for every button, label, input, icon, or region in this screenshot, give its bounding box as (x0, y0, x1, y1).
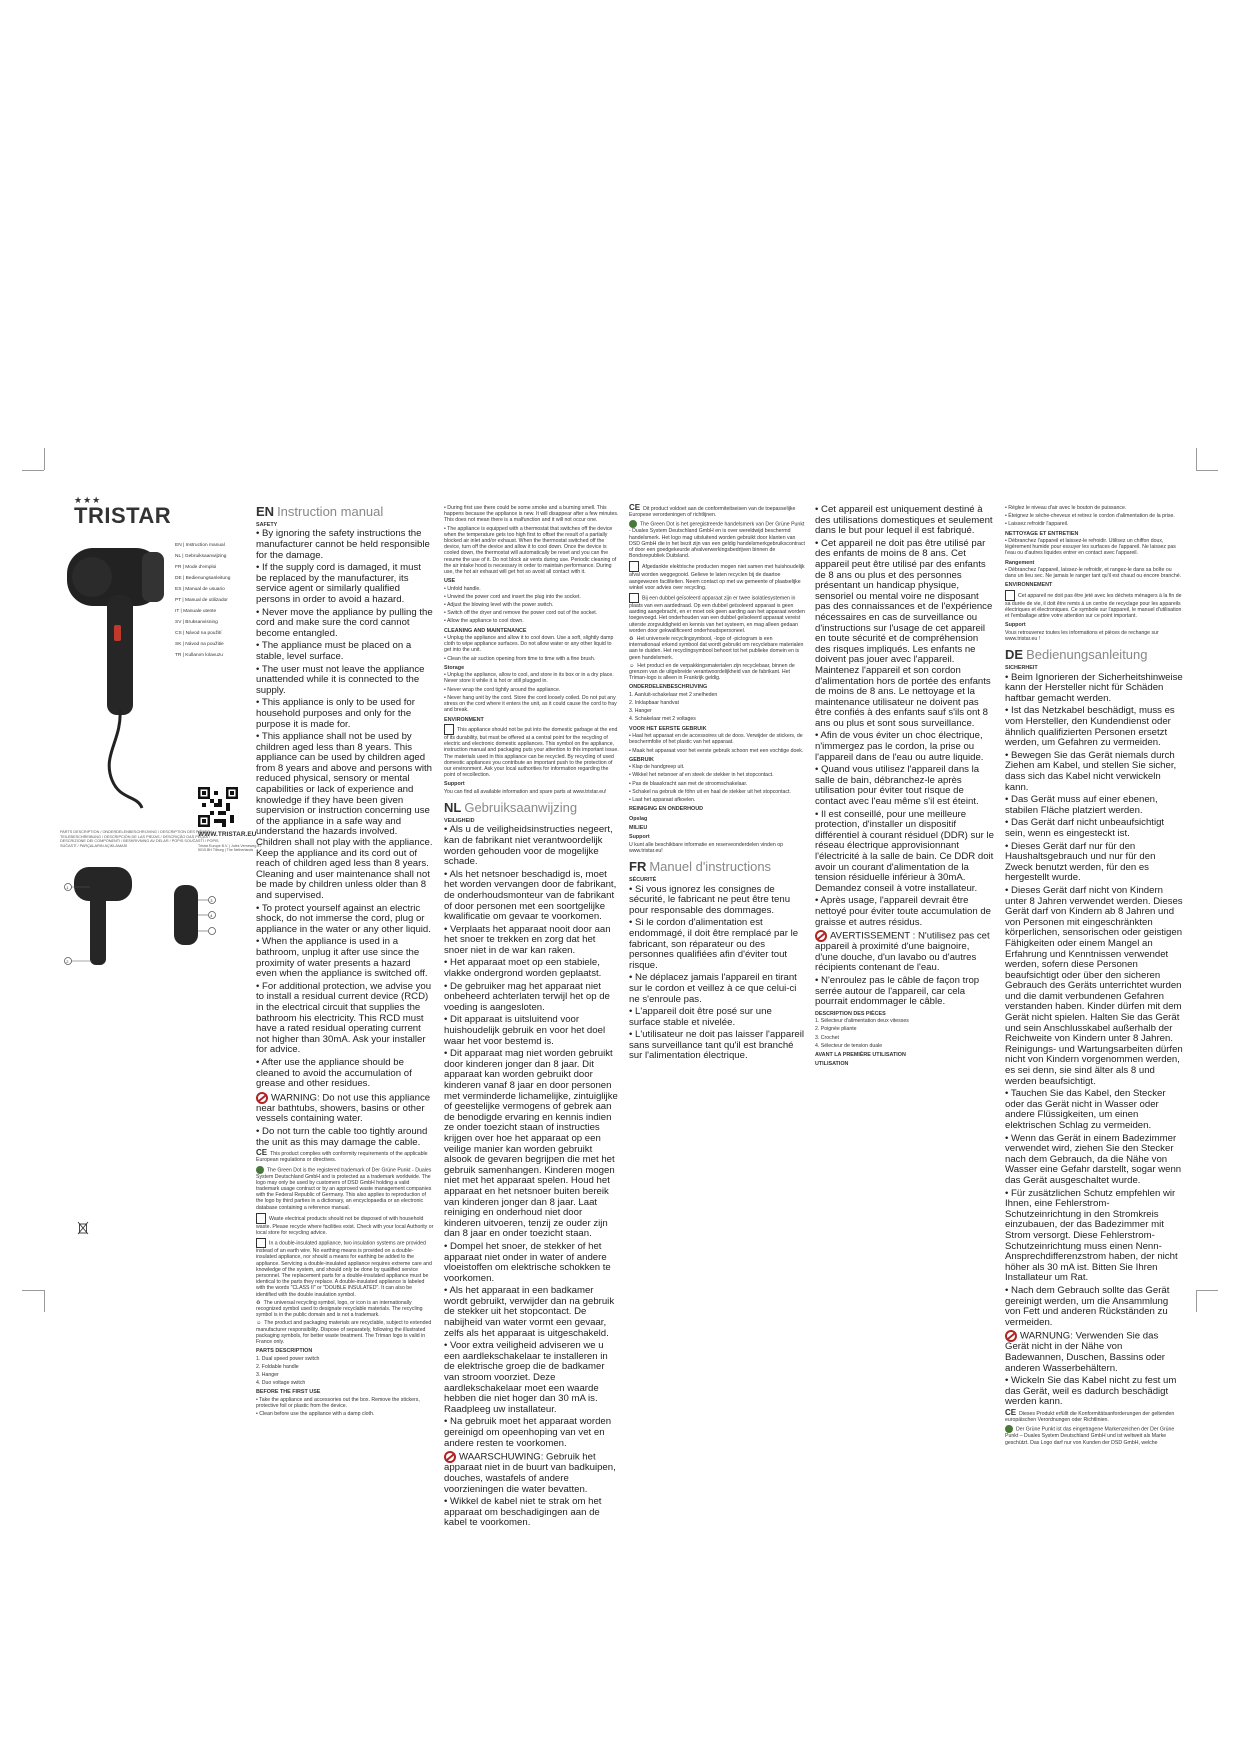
nl-safety-item: • Het apparaat moet op een stabiele, vlakke ondergrond worden geplaatst. (444, 957, 602, 980)
ce-mark-icon: CE (256, 1148, 268, 1158)
en-triman-note (256, 1320, 434, 1345)
fr-part-item: 1. Sélecteur d'alimentation deux vitesses (815, 1018, 909, 1025)
nl-support-text: U kunt alle beschikbare informatie en reserveonderdelen vinden op www.tristar.eu! (629, 841, 783, 854)
ce-mark-icon: CE (1005, 1407, 1017, 1417)
de-safety-item: • Ist das Netzkabel beschädigt, muss es vom Hersteller, den Kundendienst oder ähnlich qualifizierten Personen ersetzt werden, um Gefahren zu vermeiden. (1005, 705, 1175, 749)
nl-warning (444, 1451, 619, 1495)
nl-triman-text: Het product en de verpakkingsmaterialen zijn recyclebaar, binnen de grenzen van de uitgebreide verantwoordelijkheid van de fabrikant. Het Triman-logo is alleen in Frankrijk geldig. (629, 662, 795, 682)
manual-sheet (60, 495, 1185, 1529)
fr-support-text: Vous retrouverez toutes les informations et pièces de rechange sur www.tristar.eu ! (1005, 629, 1159, 643)
nl-weee-text: Afgedankte elektrische producten mogen niet samen met huishoudelijk afval worden weggegooid. Gelieve te laten recyclen bij de daartoe aangewezen faciliteiten. Neem contact op met uw gemeente of plaatselijke winkel voor advies over recycling. (629, 564, 805, 591)
fr-warning-text: AVERTISSEMENT : N'utilisez pas cet appareil à proximité d'une baignoire, d'une douche, d'un lavabo ou d'autres récipients contenant de l'eau. (815, 930, 990, 974)
de-safety-heading: SICHERHEIT (1005, 665, 1038, 672)
de-safety-item: • Bewegen Sie das Gerät niemals durch Ziehen am Kabel, und stellen Sie sicher, dass sich das Kabel nicht verwickeln kann. (1005, 749, 1177, 793)
no-water-warning-icon (256, 1092, 268, 1104)
en-use-item: • Allow the appliance to cool down. (444, 618, 524, 625)
nl-use-heading: GEBRUIK (629, 756, 654, 763)
en-environment-heading: ENVIRONMENT (444, 716, 484, 723)
crop-mark-bl-v (44, 1290, 45, 1312)
nl-ce-text: Dit product voldoet aan de conformiteitseisen van de toepasselijke Europese verordeningen of richtlijnen. (629, 506, 796, 519)
fr-section-code: FR (629, 859, 647, 875)
crop-mark-tl-v (44, 448, 45, 470)
de-safety-item: • Dieses Gerät darf nur für den Haushaltsgebrauch und nur für den Zweck benutzt werden, für den es hergestellt wurde. (1005, 840, 1156, 884)
de-greendot-text: Der Grüne Punkt ist das eingetragene Markenzeichen der Der Grüne Punkt – Duales System Deutschland GmbH und ist weltweit als Marke geschützt. Das Logo darf nur von Kunden der DSD GmbH, welche (1005, 1426, 1175, 1446)
en-safety-heading: SAFETY (256, 522, 278, 528)
en-part-item: 2. Foldable handle (256, 1363, 299, 1370)
nl-weee-note (629, 561, 805, 591)
weee-icon (1005, 590, 1015, 601)
fr-cleaning-text: • Débranchez l'appareil et laissez-le refroidir. Utilisez un chiffon doux, légèrement humide pour essuyer les surfaces de l'appareil. Ne laissez pas l'eau ou d'autres liquides entrer en contact avec l'appareil. (1005, 538, 1176, 557)
language-item: CS | Návod na použití (175, 631, 222, 636)
en-ce-note (256, 1150, 434, 1163)
fr-cleaning-heading: NETTOYAGE ET ENTRETIEN (1005, 530, 1079, 537)
language-item: SK | Návod na použitie (175, 642, 224, 647)
nl-ce-note (629, 505, 805, 518)
brand-logo: TRISTAR (74, 503, 172, 528)
en-safety-list (256, 529, 434, 1148)
en-safety-item: • To protect yourself against an electric shock, do not immerse the cord, plug or appliance in the water or any other liquid. (256, 902, 431, 935)
de-ce-text: Dieses Produkt erfüllt die Konformitätsanforderungen der geltenden europäischen Verordnungen oder Richtlinien. (1005, 1410, 1175, 1424)
fr-use-item: • Éteignez le sèche-cheveux et retirez le cordon d'alimentation de la prise. (1005, 513, 1175, 520)
en-recycle-text: The universal recycling symbol, logo, or icon is an internationally recognized symbol used to designate recyclable materials. The recycling symbol is in the public domain and is not a trademark. (256, 1299, 423, 1319)
fr-safety-list-cont (815, 505, 995, 1008)
de-safety-item: • Das Gerät darf nicht unbeaufsichtigt sein, wenn es eingesteckt ist. (1005, 817, 1165, 839)
nl-class2-text: Bij een dubbel geïsoleerd apparaat zijn er twee isolatiesystemen in plaats van een aardedraad. Op een dubbel geïsoleerd apparaat is geen aarding aangebracht, en er moet ook geen aarding aan het apparaat worden toegevoegd. Het onderhouden van een dubbel geïsoleerd apparaat vereist uiterste zorgvuldigheid en kennis van het systeem, en mag alleen gedaan worden door gekwalificeerd onderhoudspersoneel. (629, 595, 805, 634)
en-recycle-note (256, 1300, 434, 1319)
nl-recycle-text: Het universele recyclingsymbool, -logo of -pictogram is een internationaal erkend symbool dat wordt gebruikt om recyclebare materialen aan te duiden. Het recyclingsymbool behoort tot het publieke domein en is geen handelsmerk. (629, 636, 804, 661)
fr-storage-text: • Débranchez l'appareil, laissez-le refroidir, et rangez-le dans sa boîte ou dans un lieu sec. Ne jamais le ranger tant qu'il est chaud ou encore branché. (1005, 567, 1182, 580)
nl-safety-item: • Dit apparaat is uitsluitend voor huishoudelijk gebruik en voor het doel waar het voor bestemd is. (444, 1014, 606, 1047)
de-warning-text: WARNUNG: Verwenden Sie das Gerät nicht in der Nähe von Badewannen, Duschen, Bassins oder anderen Wasserbehältern. (1005, 1330, 1165, 1374)
nl-safety-heading: VEILIGHEID (444, 817, 475, 824)
callout-3: 3 (210, 898, 213, 903)
en-environment-body: This appliance should not be put into the domestic garbage at the end of its durability, but must be offered at a central point for the recycling of electric and electronic domestic appliances. This symbol on the appliance, instruction manual and packaging puts your attention to this important issue. The materials used in this appliance can be recycled. By recycling of used domestic appliances you contribute an important push to the protection of our environment. Ask your local authorities for information regarding the point of recollection. (444, 726, 619, 779)
nl-cord-note: • Wikkel de kabel niet te strak om het apparaat om beschadigingen aan de kabel te voorkomen. (444, 1496, 602, 1529)
en-first-use-item: • Take the appliance and accessories out the box. Remove the stickers, protective foil or plastic from the device. (256, 1396, 420, 1410)
en-safety-item: • If the supply cord is damaged, it must be replaced by the manufacturer, its service agent or similarly qualified persons in order to avoid a hazard. (256, 562, 421, 605)
fr-cord-note: • N'enroulez pas le câble de façon trop serrée autour de l'appareil, car cela pourrait endommager le câble. (815, 975, 980, 1008)
fr-warning (815, 930, 995, 974)
company-address: Tristar Europe B.V. | Jules Verneweg 87 5015 BH Tilburg | The Netherlands (198, 844, 262, 853)
en-storage-item: • Never wrap the cord tightly around the appliance. (444, 686, 561, 693)
nl-section-name: Gebruiksaanwijzing (464, 799, 578, 815)
nl-first-use-item: • Haal het apparaat en de accessoires uit de doos. Verwijder de stickers, de beschermfolie of het plastic van het apparaat. (629, 733, 803, 746)
en-greendot-text: The Green Dot is the registered trademark of Der Grüne Punkt - Duales System Deutschland GmbH and is protected as a trademark worldwide. The logo may only be used by customers of DSD GmbH holding a valid trademark usage contract or by an approved waste management companies with the Federal Republic of Germany. This also applies to reproduction of the logo by third parties in a dictionary, an encyclopaedia or an electronic database containing a reference manual. (256, 1166, 432, 1211)
en-cleaning-item: • Unplug the appliance and allow it to cool down. Use a soft, slightly damp cloth to wipe appliance surfaces. Do not allow water or any other liquid to get into the unit. (444, 635, 614, 654)
de-ce-note (1005, 1407, 1183, 1424)
nl-use-item: • Wikkel het netsnoer af en steek de stekker in het stopcontact. (629, 772, 774, 779)
parts-diagram (62, 865, 242, 975)
de-safety-list (1005, 673, 1183, 1408)
nl-safety-item: • Voor extra veiligheid adviseren we u een aardlekschakelaar te installeren in de elektrische groep die de badkamer van stroom voorziet. Deze aardlekschakelaar moet een waarde hebben die niet hoger dan 30 mA is. Raadpleeg uw installateur. (444, 1340, 608, 1415)
language-list (175, 540, 230, 661)
en-first-use-item: • Clean before use the appliance with a damp cloth. (256, 1411, 375, 1418)
en-parts-heading: PARTS DESCRIPTION (256, 1348, 313, 1355)
en-safety-item: • For additional protection, we advise you to install a residual current device (RCD) in the electrical circuit that supplies the bathroom his electricity. This RCD must have a rated residual operating current not higher than 30mA. Ask your installer for advice. (256, 980, 432, 1056)
nl-safety-item: • De gebruiker mag het apparaat niet onbeheerd achterlaten terwijl het op de voeding is aangesloten. (444, 980, 610, 1013)
de-safety-item: • Wenn das Gerät in einem Badezimmer verwendet wird, ziehen Sie den Stecker nach dem Gebrauch, da die Nähe von Wasser eine Gefahr darstellt, sogar wenn das Gerät ausgeschaltet wurde. (1005, 1132, 1182, 1186)
weee-icon (444, 724, 454, 735)
fr-support-heading: Support (1005, 622, 1026, 629)
en-section-name: Instruction manual (277, 504, 384, 519)
fr-use-item: • Réglez le niveau d'air avec le bouton de puissance. (1005, 505, 1127, 511)
fr-part-item: 4. Sélecteur de tension duale (815, 1042, 883, 1049)
fr-safety-item: • Ne déplacez jamais l'appareil en tirant sur le cordon et veillez à ce que celui-ci ne s'enroule pas. (629, 972, 797, 1005)
en-ce-text: This product complies with conformity requirements of the applicable European regulations or directives. (256, 1151, 428, 1164)
nl-fr-column-3 (629, 503, 805, 1062)
en-use-heading: USE (444, 578, 456, 585)
double-insulation-icon (629, 593, 639, 603)
crop-mark-br-v (1196, 1290, 1197, 1312)
en-storage-item: • Unplug the appliance, allow to cool, and store in its box or in a dry place. Never store it while it is hot or still plugged in. (444, 672, 614, 685)
nl-first-use-heading: VOOR HET EERSTE GEBRUIK (629, 725, 707, 732)
en-weee-note (256, 1213, 434, 1236)
en-environment-text (444, 724, 619, 778)
en-safety-item: • When the appliance is used in a bathroom, unplug it after use since the proximity of water presents a hazard even when the appliance is switched off. (256, 936, 428, 980)
en-use-item: • Adjust the blowing level with the power switch. (444, 602, 554, 609)
website-url: WWW.TRISTAR.EU (198, 831, 257, 838)
en-section-code: EN (256, 504, 275, 519)
fr-safety-list (629, 885, 805, 1063)
language-item: IT | Manuale utente (175, 609, 217, 614)
en-part-item: 1. Dual speed power switch (256, 1355, 320, 1362)
en-part-item: 3. Hanger (256, 1372, 279, 1379)
nl-greendot-note (629, 520, 805, 559)
nl-greendot-text: The Green Dot is het geregistreerde handelsmerk van Der Grüne Punkt - Duales System Deutschland GmbH en is over wereldwijd beschermd handelsmerk. Het logo mag uitsluitend worden gebruikt door klanten van DSD GmbH die in het bezit zijn van een geldig handelsmerkgebruikscontract of door een goedgekeurde afvalverwerkingsbedrijven binnen de Bondsrepubliek Duitsland. (629, 521, 805, 560)
nl-safety-item: • Als het netsnoer beschadigd is, moet het worden vervangen door de fabrikant, de onderhoudsmonteur van de fabrikant of door personen met een soortgelijke kwalificatie om gevaar te voorkomen. (444, 868, 617, 923)
language-item: SV | Bruksanvisning (175, 620, 218, 625)
en-weee-text: Waste electrical products should not be disposed of with household waste. Please recycle where facilities exist. Check with your local Authority or local store for recycling advice. (256, 1215, 434, 1237)
nl-use-item: • Klap de handgreep uit. (629, 764, 685, 771)
fr-part-item: 3. Crochet (815, 1034, 839, 1041)
en-cord-note: • Do not turn the cable too tightly around the unit as this may damage the cable. (256, 1126, 428, 1148)
nl-warning-text: WAARSCHUWING: Gebruik het apparaat niet in de buurt van badkuipen, douches, wastafels of andere voorzieningen die water bevatten. (444, 1451, 616, 1495)
fr-safety-item: • Après usage, l'appareil devrait être nettoyé pour éviter toute accumulation de graisse et autres résidus. (815, 895, 991, 928)
en-column-1 (256, 504, 434, 1418)
en-safety-item: • After use the appliance should be cleaned to avoid the accumulation of grease and other residues. (256, 1056, 412, 1090)
cover-column (60, 495, 262, 995)
en-section-title (256, 505, 434, 519)
crop-mark-br-h (1196, 1290, 1218, 1291)
nl-support-heading: Support (629, 834, 650, 841)
nl-use-item: • Laat het apparaat afkoelen. (629, 796, 696, 803)
de-greendot-note (1005, 1425, 1183, 1445)
en-triman-text: The product and packaging materials are recyclable, subject to extended manufacturer responsibility. Dispose of separately, following the illustrated packaging symbols, for better waste treatment. The Triman logo is valid in France only. (256, 1320, 432, 1346)
double-insulation-icon (256, 1238, 266, 1248)
fr-first-use-heading: AVANT LA PREMIÈRE UTILISATION (815, 1052, 906, 1059)
nl-safety-item: • Na gebruik moet het apparaat worden gereinigd om opeenhoping van vet en andere resten te voorkomen. (444, 1416, 612, 1449)
nl-parts-heading: ONDERDELENBESCHRIJVING (629, 684, 708, 691)
green-dot-icon (629, 520, 637, 528)
weee-icon (629, 561, 639, 572)
fr-environment-body: Cet appareil ne doit pas être jeté avec les déchets ménagers à la fin de sa durée de vie, il doit être remis à un centre de recyclage pour les appareils électriques et électroniques. Ce symbole sur l'appareil, le manuel d'utilisation et l'emballage attire votre attention sur ce point important. (1005, 592, 1182, 620)
en-storage-heading: Storage (444, 664, 465, 671)
green-dot-icon (1005, 1425, 1013, 1433)
language-item: TR | Kullanım kılavuzu (175, 653, 223, 658)
callout-1: 1 (66, 885, 69, 890)
nl-recycle-note (629, 636, 805, 661)
nl-safety-item: • Dit apparaat mag niet worden gebruikt door kinderen jonger dan 8 jaar. Dit apparaat kan worden gebruikt door kinderen vanaf 8 jaar en door personen met verminderde lichamelijke, zintuiglijke of geestelijke vermogens of gebrek aan de benodigde ervaring en kennis indien ze onder toezicht staan of instructies krijgen over hoe het apparaat op een veilige manier kan worden gebruikt alsook de gevaren begrijpen die met het gebruik samenhangen. Kinderen mogen niet met het apparaat spelen. Houd het apparaat en het netsnoer buiten bereik van kinderen jonger dan 8 jaar. Laat reiniging en onderhoud niet door kinderen uitvoeren, tenzij ze ouder zijn dan 8 jaar en onder toezicht staan. (444, 1048, 618, 1240)
nl-safety-list (444, 825, 619, 1529)
callout-2: 2 (66, 959, 69, 964)
crop-mark-tr-v (1196, 448, 1197, 470)
nl-class2-note (629, 593, 805, 634)
en-nl-column-2 (444, 505, 619, 1529)
de-safety-item: • Für zusätzlichen Schutz empfehlen wir Ihnen, eine Fehlerstrom-Schutzeinrichtung in den Stromkreis einzubauen, der das Badezimmer mit Strom versorgt. Diese Fehlerstrom-Schutzeinrichtung muss einen Nenn-Ansprechdifferenzstrom haben, der nicht höher als 30 mA ist. Bitten Sie Ihren Installateur um Rat. (1005, 1187, 1178, 1284)
en-greendot-note (256, 1166, 434, 1211)
brand-stars: ★★★ (74, 495, 102, 505)
en-safety-item: • This appliance shall not be used by children aged less than 8 years. This appliance can be used by children aged from 8 years and above and persons with reduced physical, sensory or mental capabilities or lack of experience and knowledge if they have been given supervision or instruction concerning use of the appliance in a safe way and understand the hazards involved. Children shall not play with the appliance. Keep the appliance and its cord out of reach of children aged less than 8 years. Cleaning and user maintenance shall not be made by children unless older than 8 and supervised. (256, 731, 433, 901)
language-item: NL | Gebruiksaanwijzing (175, 554, 227, 559)
nl-part-item: 3. Hanger (629, 708, 652, 715)
parts-description-languages: PARTS DESCRIPTION / ONDERDELENBESCHRIJVING / DESCRIPTION DES PIÈCES / TEILEBESCHREIBUNG / DESCRIPCIÓN DE LAS PIEZAS / DESCRIÇÃO DAS PEÇAS / DESCRIZIONE DEI COMPONENTI / BESKRIVNING AV DELAR / POPIS SOUČÁSTÍ / POPIS SÚČASTÍ / PARÇALARIN AÇIKLAMASI (60, 830, 219, 848)
fr-safety-item: • L'utilisateur ne doit pas laisser l'appareil sans surveillance tant qu'il est branché sur l'alimentation électrique. (629, 1029, 805, 1062)
nl-environment-heading: MILIEU (629, 824, 648, 831)
en-part-item: 4. Duo voltage switch (256, 1380, 306, 1387)
de-safety-item: • Dieses Gerät darf nicht von Kindern unter 8 Jahren verwendet werden. Dieses Gerät darf von Kindern ab 8 Jahren und von Personen mit eingeschränkten körperlichen, sensorischen oder geistigen Fähigkeiten oder einem Mangel an Erfahrung und Kenntnissen verwendet werden, sofern diese Personen beaufsichtigt oder über den sicheren Gebrauch des Geräts unterrichtet wurden und die damit verbundenen Gefahren verstanden haben. Kinder dürfen mit dem Gerät nicht spielen. Halten Sie das Gerät und sein Anschlusskabel außerhalb der Reichweite von Kindern unter 8 Jahren. Reinigungs- und Wartungsarbeiten dürfen nicht von Kindern vorgenommen werden, es sei denn, sie sind älter als 8 und werden beaufsichtigt. (1005, 884, 1183, 1087)
de-section-title (1005, 648, 1183, 662)
fr-safety-item: • Il est conseillé, pour une meilleure protection, d'installer un dispositif différentiel à courant résiduel (DDR) sur le réseau électrique approvisionnant l'électricité à la salle de bain. Ce DDR doit avoir un courant d'alimentation de la tension résiduelle inférieur à 30mA. Demandez conseil à votre installateur. (815, 808, 994, 894)
nl-triman-note (629, 663, 805, 682)
nl-section-title (444, 801, 619, 815)
fr-environment-heading: ENVIRONNEMENT (1005, 582, 1053, 589)
en-warning-text: WARNING: Do not use this appliance near bathtubs, showers, basins or other vessels containing water. (256, 1092, 431, 1125)
fr-safety-heading: SÉCURITÉ (629, 877, 657, 884)
triman-icon: ☺ (256, 1320, 262, 1327)
recycle-icon: ♻ (256, 1299, 261, 1306)
nl-part-item: 2. Inklapbaar handvat (629, 700, 679, 707)
en-first-use-heading: BEFORE THE FIRST USE (256, 1389, 321, 1396)
en-warning (256, 1092, 434, 1125)
fr-environment-text (1005, 590, 1183, 620)
ce-mark-icon: CE (629, 503, 641, 512)
fr-part-item: 2. Poignée pliante (815, 1026, 857, 1033)
de-safety-item: • Das Gerät muss auf einer ebenen, stabilen Fläche platziert werden. (1005, 794, 1158, 816)
en-storage-item: • Never hang unit by the cord. Store the cord loosely coiled. Do not put any stress on the cord where it enters the unit, as it could cause the cord to fray and break. (444, 694, 617, 714)
nl-use-item: • Schakel na gebruik de föhn uit en haal de stekker uit het stopcontact. (629, 788, 791, 795)
nl-section-code: NL (444, 799, 462, 815)
en-cleaning-heading: CLEANING AND MAINTENANCE (444, 627, 527, 634)
de-safety-item: • Beim Ignorieren der Sicherheitshinweise kann der Hersteller nicht für Schäden haftbar gemacht werden. (1005, 671, 1183, 704)
fr-safety-item: • Afin de vous éviter un choc électrique, n'immergez pas le cordon, la prise ou l'appareil dans de l'eau ou autre liquide. (815, 730, 984, 763)
language-item: PT | Manual de utilizador (175, 598, 228, 603)
de-safety-item: • Nach dem Gebrauch sollte das Gerät gereinigt werden, um die Ansammlung von Fett und anderen Rückständen zu vermeiden. (1005, 1284, 1170, 1328)
weee-icon (256, 1213, 266, 1224)
en-support-text: You can find all available information and spare parts at www.tristar.eu! (444, 788, 607, 795)
en-use-item: • Unfold handle. (444, 585, 481, 592)
nl-cleaning-heading: REINIGING EN ONDERHOUD (629, 806, 703, 813)
nl-safety-item: • Verplaats het apparaat nooit door aan het snoer te trekken en zorg dat het snoer niet in de war kan raken. (444, 923, 611, 956)
de-section-name: Bedienungsanleitung (1026, 647, 1148, 663)
fr-safety-item: • Si vous ignorez les consignes de sécurité, le fabricant ne peut être tenu pour responsable des dommages. (629, 883, 791, 916)
nl-use-item: • Pas de blaaskracht aan met de stroomschakelaar. (629, 780, 748, 787)
green-dot-icon (256, 1166, 264, 1174)
nl-safety-item: • Als het apparaat in een badkamer wordt gebruikt, verwijder dan na gebruik de stekker uit het stopcontact. De nabijheid van water vormt een gevaar, zelfs als het apparaat is uitgeschakeld. (444, 1285, 615, 1339)
fr-storage-heading: Rangement (1005, 559, 1035, 566)
en-safety-item: • This appliance is only to be used for household purposes and only for the purpose it is made for. (256, 697, 415, 730)
language-item: FR | Mode d'emploi (175, 565, 217, 570)
fr-column-4 (815, 504, 995, 1068)
en-safety-item: • Never move the appliance by pulling the cord and make sure the cord cannot become entangled. (256, 606, 433, 639)
de-warning (1005, 1330, 1183, 1374)
nl-part-item: 1. Aan/uit-schakelaar met 2 snelheden (629, 691, 718, 698)
de-safety-item: • Tauchen Sie das Kabel, den Stecker oder das Gerät nicht in Wasser oder andere Flüssigkeiten, um einen elektrischen Schlag zu vermeiden. (1005, 1088, 1166, 1132)
nl-safety-item: • Als u de veiligheidsinstructies negeert, kan de fabrikant niet verantwoordelijk worden gehouden voor de mogelijke schade. (444, 824, 613, 868)
de-section-code: DE (1005, 647, 1024, 663)
fr-use-item: • Laissez refroidir l'appareil. (1005, 521, 1069, 528)
en-class2-note (256, 1238, 434, 1298)
fr-safety-item: • Cet appareil est uniquement destiné à des utilisations domestiques et seulement dans le but pour lequel il est fabriqué. (815, 504, 993, 537)
language-item: ES | Manual de usuario (175, 587, 225, 592)
en-use-item: • Unwind the power cord and insert the plug into the socket. (444, 593, 581, 600)
fr-safety-item: • Si le cordon d'alimentation est endommagé, il doit être remplacé par le fabricant, son réparateur ou des personnes qualifiées afin d'éviter tout risque. (629, 917, 799, 971)
nl-part-item: 4. Schakelaar met 2 voltages (629, 716, 696, 723)
language-item: EN | Instruction manual (175, 543, 225, 548)
fr-safety-item: • Quand vous utilisez l'appareil dans la salle de bain, débranchez-le après utilisation pour éviter tout risque de contact avec l'eau même s'il est éteint. (815, 764, 980, 808)
weee-bin-icon (78, 1222, 88, 1234)
fr-section-name: Manuel d'instructions (649, 859, 772, 875)
en-first-use-note: • During first use there could be some smoke and a burning smell. This happens because the appliance is new. It will disappear after a few minutes. This does not mean there is a malfunction and it will not occur one. (444, 505, 619, 524)
fr-parts-heading: DESCRIPTION DES PIÈCES (815, 1010, 886, 1017)
de-cord-note: • Wickeln Sie das Kabel nicht zu fest um das Gerät, weil es dadurch beschädigt werden kann. (1005, 1375, 1177, 1408)
crop-mark-tl-h (22, 470, 44, 471)
en-safety-item: • The user must not leave the appliance unattended while it is connected to the supply. (256, 663, 425, 696)
crop-mark-tr-h (1196, 470, 1218, 471)
en-thermostat-note: • The appliance is equipped with a thermostat that switches off the device when the temperature gets too high first to offset the result of a partially blocked air inlet and/or exhaust. When the thermostat switched off the device, turn off the device and allow it to cool down. Once the device is cooled down, the thermostat will automatically be reset and you can the resume the use of it. Do not block air vents during use. Periodic cleaning of the air intake hood is necessary in order to maintain performance. During use, the hot air exhaust will get hot so avoid all contact with it. (444, 525, 617, 576)
recycle-icon: ♻ (629, 636, 634, 643)
qr-code (198, 787, 238, 827)
hair-dryer-product-image (62, 540, 174, 810)
en-cleaning-item: • Clean the air suction opening from time to time with a fine brush. (444, 655, 596, 662)
fr-safety-item: • Cet appareil ne doit pas être utilisé par des enfants de moins de 8 ans. Cet appareil peut être utilisé par des enfants de 8 ans ou plus et des personnes présentant un handicap physique, sensoriel ou mental voire ne disposant pas des connaissances et de l'expérience nécessaires en cas de surveillance ou d'instructions sur l'usage de cet appareil en toute sécurité et de compréhension des risques impliqués. Les enfants ne doivent pas jouer avec l'appareil. Maintenez l'appareil et son cordon d'alimentation hors de portée des enfants de moins de 8 ans. Le nettoyage et la maintenance utilisateur ne doivent pas être confiés à des enfants sauf s'ils ont 8 ans ou plus et sont sous surveillance. (815, 537, 993, 729)
language-item: DE | Bedienungsanleitung (175, 576, 231, 581)
crop-mark-bl-h (22, 1290, 44, 1291)
en-safety-item: • The appliance must be placed on a stable, level surface. (256, 640, 412, 662)
nl-safety-item: • Dompel het snoer, de stekker of het apparaat niet onder in water of andere vloeistoffen om elektrische schokken te voorkomen. (444, 1240, 611, 1284)
en-support-heading: Support (444, 781, 465, 788)
fr-section-title (629, 860, 805, 874)
callout-4: 4 (210, 913, 213, 918)
en-safety-item: • By ignoring the safety instructions the manufacturer cannot be held responsible for the damage. (256, 528, 430, 561)
fr-safety-item: • L'appareil doit être posé sur une surface stable et nivelée. (629, 1006, 772, 1028)
fr-de-column-5 (1005, 505, 1183, 1446)
fr-use-heading: UTILISATION (815, 1061, 849, 1068)
nl-storage-heading: Opslag (629, 815, 648, 822)
nl-first-use-item: • Maak het apparaat voor het eerste gebruik schoon met een vochtige doek. (629, 747, 804, 754)
triman-icon: ☺ (629, 662, 635, 669)
en-class2-text: In a double-insulated appliance, two insulation systems are provided instead of an earth wire. No earthing means is provided on a double-insulated appliance, nor should a means for earthing be added to the appliance. Servicing a double-insulated appliance requires extreme care and knowledge of the system, and should only be done by qualified service personnel. The replacement parts for a double-insulated appliance must be identical to the parts they replace. A double-insulated appliance is labeled with the words "CLASS II" or "DOUBLE INSULATED". It can also be identified with the double insulation symbol. (256, 1240, 432, 1298)
en-use-item: • Switch off the dryer and remove the power cord out of the socket. (444, 610, 598, 617)
